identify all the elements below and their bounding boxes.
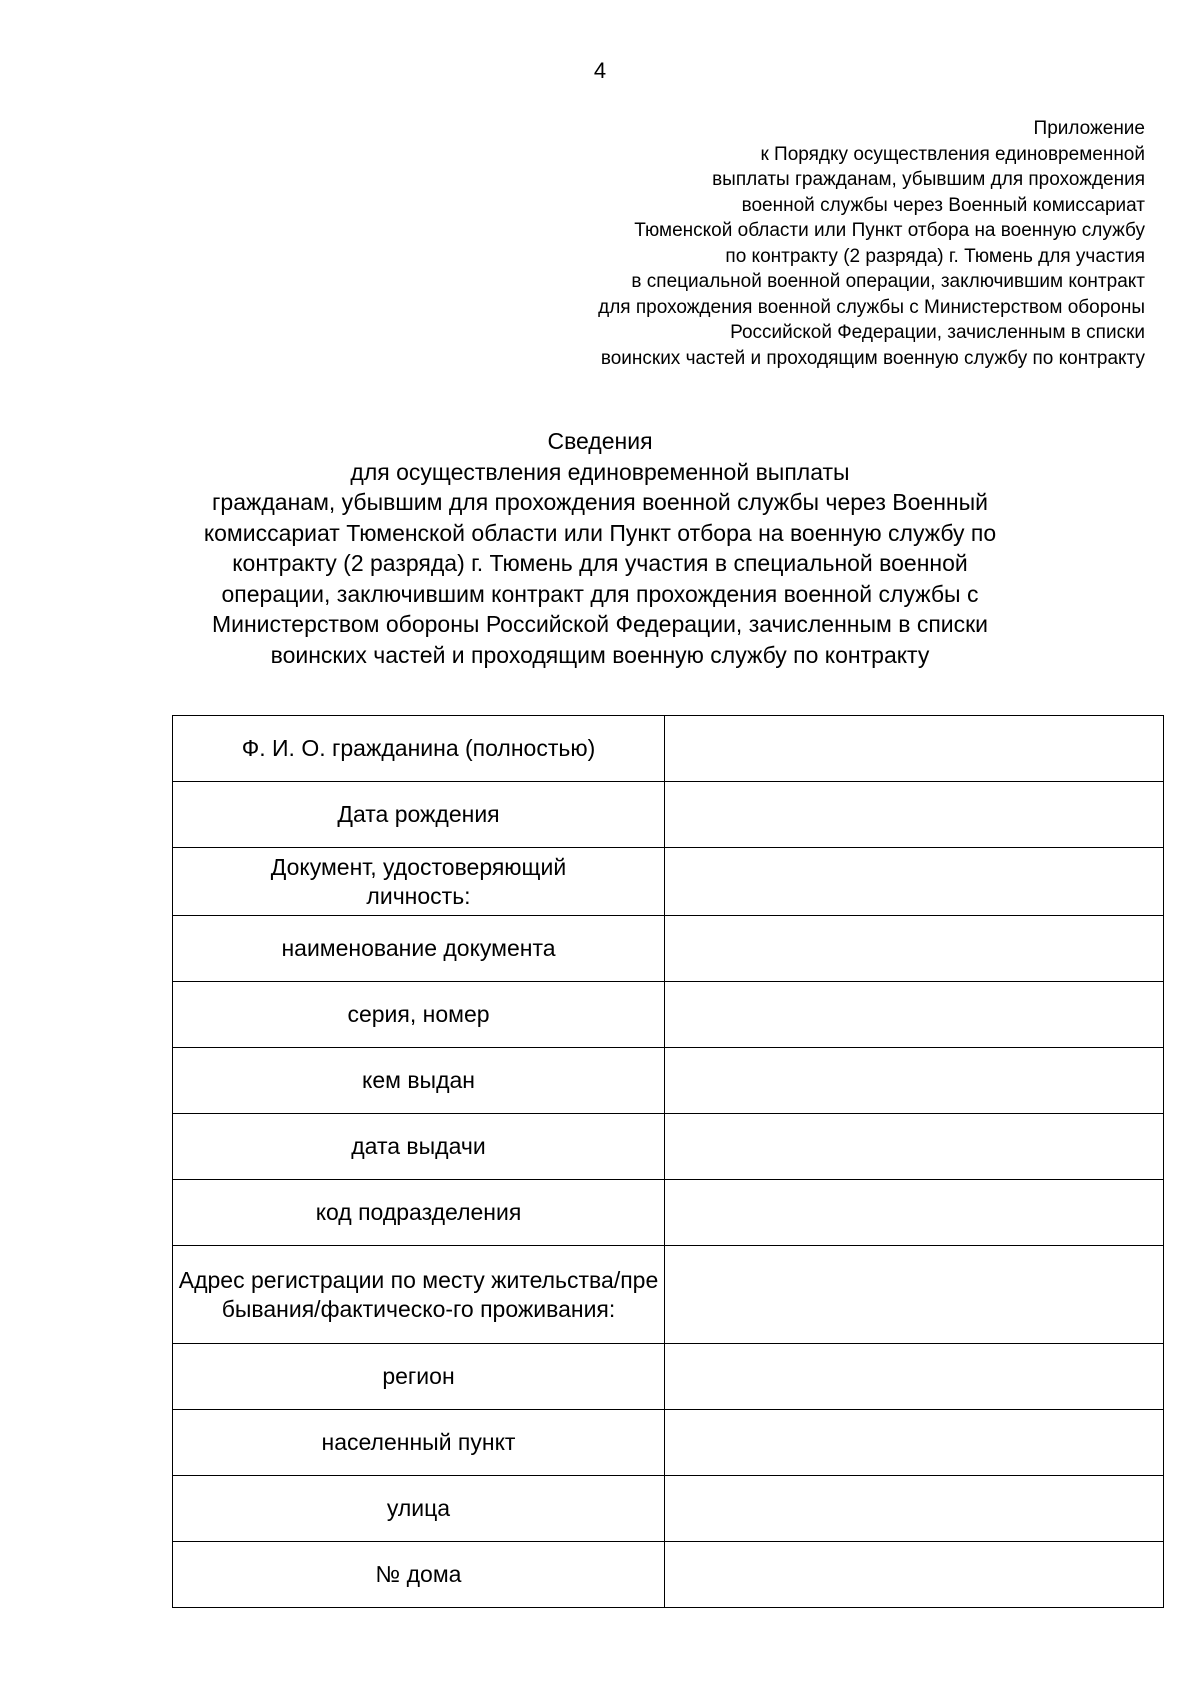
row-label-registration-address: Адрес регистрации по месту жительства/пребывания/фактическо-го проживания:: [173, 1246, 665, 1344]
appendix-block: [465, 116, 1145, 371]
heading-line: комиссариат Тюменской области или Пункт отбора на военную службу по: [203, 519, 997, 546]
appendix-line: по контракту (2 разряда) г. Тюмень для участия: [725, 245, 1145, 267]
row-label-identity-document: Документ, удостоверяющий личность:: [173, 848, 665, 916]
table-row: [173, 1410, 1164, 1476]
table-row: [173, 1246, 1164, 1344]
appendix-line: выплаты гражданам, убывшим для прохождения: [712, 169, 1145, 190]
table-row: [173, 1542, 1164, 1608]
row-value-series-number[interactable]: [665, 982, 1164, 1048]
table-row: [173, 716, 1164, 782]
page-number: 4: [593, 58, 607, 83]
heading-line: Министерством обороны Российской Федерации, зачисленным в списки: [211, 611, 989, 637]
row-value-full-name[interactable]: [665, 716, 1164, 782]
appendix-line: Тюменской области или Пункт отбора на военную службу: [634, 220, 1145, 241]
heading-line: воинских частей и проходящим военную службу по контракту: [270, 641, 930, 668]
document-heading: [170, 426, 1030, 670]
row-label-series-number: серия, номер: [173, 982, 665, 1048]
row-value-street[interactable]: [665, 1476, 1164, 1542]
row-label-full-name: Ф. И. О. гражданина (полностью): [173, 716, 665, 782]
appendix-line: воинских частей и проходящим военную службу по контракту: [600, 347, 1145, 369]
table-row: [173, 1344, 1164, 1410]
row-value-issued-by[interactable]: [665, 1048, 1164, 1114]
row-value-house-number[interactable]: [665, 1542, 1164, 1608]
table-row: [173, 982, 1164, 1048]
row-label-region: регион: [173, 1344, 665, 1410]
heading-line: контракту (2 разряда) г. Тюмень для участия в специальной военной: [232, 550, 968, 576]
row-label-division-code: код подразделения: [173, 1180, 665, 1246]
row-label-street: улица: [173, 1476, 665, 1542]
appendix-line: в специальной военной операции, заключившим контракт: [631, 271, 1145, 292]
table-row: [173, 782, 1164, 848]
row-value-locality[interactable]: [665, 1410, 1164, 1476]
appendix-line: военной службы через Военный комиссариат: [741, 194, 1145, 216]
row-label-document-name: наименование документа: [173, 916, 665, 982]
appendix-line: Российской Федерации, зачисленным в списки: [730, 322, 1145, 343]
table-row: [173, 848, 1164, 916]
row-value-document-name[interactable]: [665, 916, 1164, 982]
row-value-birth-date[interactable]: [665, 782, 1164, 848]
row-label-issued-by: кем выдан: [173, 1048, 665, 1114]
row-label-locality: населенный пункт: [173, 1410, 665, 1476]
appendix-line: Приложение: [1033, 118, 1145, 139]
table-row: [173, 1180, 1164, 1246]
row-value-identity-document[interactable]: [665, 848, 1164, 916]
heading-line: операции, заключившим контракт для прохождения военной службы с: [221, 580, 979, 607]
row-label-birth-date: Дата рождения: [173, 782, 665, 848]
table-row: [173, 1476, 1164, 1542]
row-value-registration-address[interactable]: [665, 1246, 1164, 1344]
heading-line: для осуществления единовременной выплаты: [350, 458, 850, 485]
appendix-line: для прохождения военной службы с Министерством обороны: [598, 296, 1145, 318]
appendix-line: к Порядку осуществления единовременной: [760, 143, 1145, 165]
row-value-region[interactable]: [665, 1344, 1164, 1410]
row-label-house-number: № дома: [173, 1542, 665, 1608]
row-value-issue-date[interactable]: [665, 1114, 1164, 1180]
table-row: [173, 916, 1164, 982]
table-row: [173, 1048, 1164, 1114]
table-row: [173, 1114, 1164, 1180]
row-value-division-code[interactable]: [665, 1180, 1164, 1246]
heading-title: Сведения: [547, 428, 653, 454]
heading-line: гражданам, убывшим для прохождения военной службы через Военный: [212, 489, 988, 515]
information-form-table: [172, 715, 1164, 1608]
row-label-issue-date: дата выдачи: [173, 1114, 665, 1180]
